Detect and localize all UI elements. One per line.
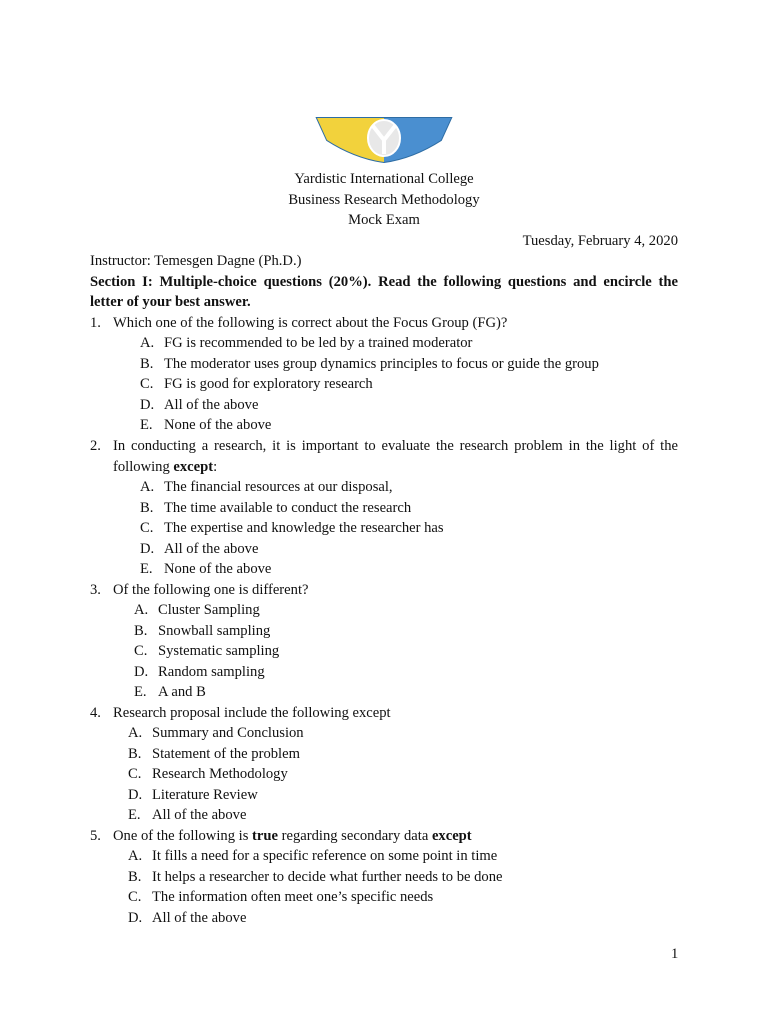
option-letter: B. (134, 623, 148, 639)
option (128, 805, 246, 825)
option (140, 333, 472, 353)
option-text: The financial resources at our disposal, (164, 479, 393, 495)
option-letter: A. (134, 602, 149, 618)
option-letter: B. (128, 869, 142, 885)
option-letter: E. (134, 684, 147, 700)
question-number: 1. (90, 315, 101, 331)
option-letter: A. (128, 848, 143, 864)
option-text: Summary and Conclusion (152, 725, 304, 741)
option (128, 764, 288, 784)
option-text: The expertise and knowledge the researcher has (164, 520, 444, 536)
option-letter: D. (128, 910, 143, 926)
question-number: 4. (90, 705, 101, 721)
option (134, 662, 265, 682)
option-letter: A. (140, 335, 155, 351)
option-text: Random sampling (158, 664, 265, 680)
option (134, 641, 279, 661)
emphasis-except: except (431, 828, 472, 844)
option (140, 559, 271, 579)
option (134, 621, 270, 641)
option-letter: B. (140, 356, 154, 372)
option-text: FG is good for exploratory research (164, 376, 373, 392)
option-letter: E. (140, 417, 153, 433)
option (140, 415, 271, 435)
option-letter: C. (140, 376, 154, 392)
option-letter: E. (140, 561, 153, 577)
option-text: A and B (158, 684, 206, 700)
college-name: Yardistic International College (294, 171, 474, 187)
exam-title: Mock Exam (348, 212, 420, 228)
option-letter: C. (128, 766, 142, 782)
option-letter: B. (128, 746, 142, 762)
option-letter: B. (140, 500, 154, 516)
option-text: It helps a researcher to decide what further needs to be done (152, 869, 503, 885)
option-text: Statement of the problem (152, 746, 300, 762)
section-instructions-line1: Section I: Multiple-choice questions (20%). Read the following questions and encircle the (90, 274, 678, 290)
question-text-part: following (113, 459, 174, 475)
option (140, 354, 599, 374)
option-text: All of the above (164, 397, 259, 413)
option-text: The moderator uses group dynamics principles to focus or guide the group (164, 356, 599, 372)
option-letter: D. (134, 664, 149, 680)
option-text: All of the above (152, 807, 247, 823)
option-letter: C. (128, 889, 142, 905)
option-letter: E. (128, 807, 141, 823)
college-logo (313, 112, 455, 164)
option (128, 744, 300, 764)
option-text: All of the above (152, 910, 247, 926)
option-letter: C. (134, 643, 148, 659)
option (140, 395, 258, 415)
option-text: Literature Review (152, 787, 258, 803)
option-text: All of the above (164, 541, 259, 557)
option-letter: D. (128, 787, 143, 803)
option (134, 600, 260, 620)
option-text: The information often meet one’s specific needs (152, 889, 434, 905)
option (128, 887, 433, 907)
course-name: Business Research Methodology (288, 192, 480, 208)
question-number: 5. (90, 828, 101, 844)
emphasis-except: except (173, 459, 214, 475)
section-instructions-line2: letter of your best answer. (90, 294, 251, 310)
option-text: Cluster Sampling (158, 602, 260, 618)
option (128, 908, 246, 928)
question-text (113, 826, 472, 846)
question-text: Which one of the following is correct about the Focus Group (FG)? (113, 315, 508, 331)
option-text: Snowball sampling (158, 623, 271, 639)
option (140, 539, 258, 559)
emphasis-true: true (252, 828, 278, 844)
question-text: In conducting a research, it is important to evaluate the research problem in the light of the (113, 438, 678, 454)
question-text: Of the following one is different? (113, 582, 309, 598)
option-text: None of the above (164, 561, 272, 577)
exam-date: Tuesday, February 4, 2020 (522, 233, 678, 249)
question-text-part: : (213, 459, 218, 475)
option-text: The time available to conduct the research (164, 500, 412, 516)
option (128, 785, 258, 805)
option (140, 374, 373, 394)
page-number: 1 (671, 946, 679, 962)
option-text: None of the above (164, 417, 272, 433)
option-letter: A. (128, 725, 143, 741)
option-text: It fills a need for a specific reference on some point in time (152, 848, 498, 864)
option (140, 498, 411, 518)
option (140, 477, 393, 497)
option-text: FG is recommended to be led by a trained moderator (164, 335, 473, 351)
option-text: Systematic sampling (158, 643, 280, 659)
option-letter: A. (140, 479, 155, 495)
option-letter: D. (140, 541, 155, 557)
question-number: 2. (90, 438, 101, 454)
option (128, 867, 503, 887)
option-letter: C. (140, 520, 154, 536)
option (140, 518, 444, 538)
question-text-part: One of the following is (113, 828, 253, 844)
question-text: Research proposal include the following except (113, 705, 391, 721)
option-letter: D. (140, 397, 155, 413)
option (128, 846, 497, 866)
question-text-part: regarding secondary data (277, 828, 432, 844)
option-text: Research Methodology (152, 766, 288, 782)
question-number: 3. (90, 582, 101, 598)
question-text-continued (113, 457, 217, 477)
option (128, 723, 304, 743)
option (134, 682, 206, 702)
instructor: Instructor: Temesgen Dagne (Ph.D.) (90, 253, 302, 269)
